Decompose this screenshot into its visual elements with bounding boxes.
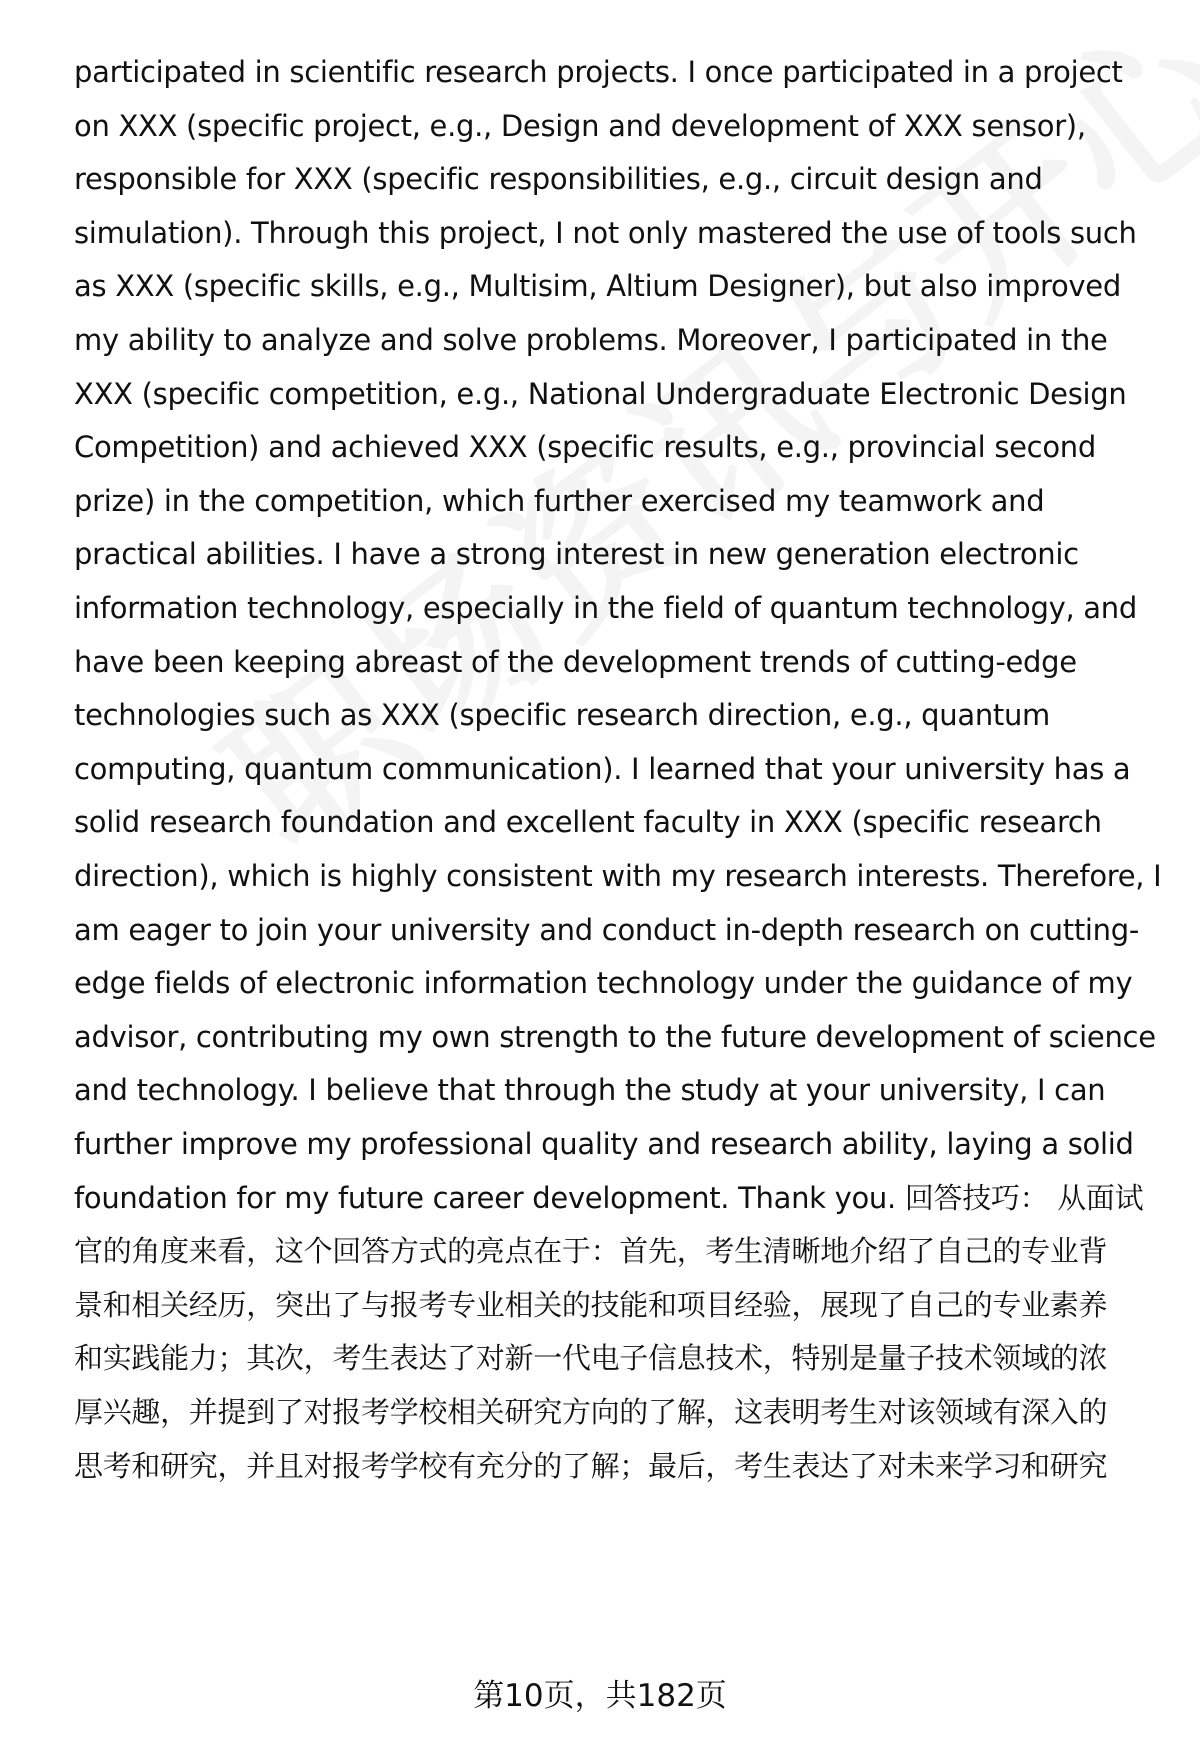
text-line: participated in scientific research projects. I once participated in a project bbox=[74, 55, 1123, 89]
text-line: 厚兴趣，并提到了对报考学校相关研究方向的了解，这表明考生对该领域有深入的 bbox=[74, 1395, 1108, 1429]
text-line: am eager to join your university and conduct in-depth research on cutting- bbox=[74, 912, 1140, 947]
text-line: information technology, especially in the field of quantum technology, and bbox=[74, 591, 1137, 625]
text-line: edge fields of electronic information technology under the guidance of my bbox=[74, 966, 1133, 1001]
text-line: Competition) and achieved XXX (specific results, e.g., provincial second bbox=[74, 430, 1096, 465]
text-line: 思考和研究，并且对报考学校有充分的了解；最后，考生表达了对未来学习和研究 bbox=[74, 1448, 1108, 1483]
text-line: solid research foundation and excellent faculty in XXX (specific research bbox=[74, 805, 1102, 840]
text-line: technologies such as XXX (specific research direction, e.g., quantum bbox=[74, 698, 1051, 733]
text-line: direction), which is highly consistent with my research interests. Therefore, I bbox=[74, 859, 1162, 893]
text-line: prize) in the competition, which further exercised my teamwork and bbox=[74, 483, 1045, 518]
text-line: practical abilities. I have a strong interest in new generation electronic bbox=[74, 537, 1079, 572]
text-line: have been keeping abreast of the development trends of cutting-edge bbox=[74, 644, 1077, 679]
text-line: on XXX (specific project, e.g., Design and development of XXX sensor), bbox=[74, 108, 1086, 143]
text-line: 官的角度来看，这个回答方式的亮点在于：首先，考生清晰地介绍了自己的专业背 bbox=[74, 1234, 1108, 1269]
text-line: as XXX (specific skills, e.g., Multisim, Altium Designer), but also improved bbox=[74, 269, 1121, 304]
text-line: computing, quantum communication). I learned that your university has a bbox=[74, 751, 1131, 786]
text-line: and technology. I believe that through the study at your university, I can bbox=[74, 1073, 1106, 1108]
text-line: advisor, contributing my own strength to the future development of science bbox=[74, 1019, 1156, 1054]
text-line: XXX (specific competition, e.g., National Undergraduate Electronic Design bbox=[74, 376, 1127, 411]
text-line: simulation). Through this project, I not only mastered the use of tools such bbox=[74, 215, 1137, 250]
text-line: foundation for my future career development. Thank you. 回答技巧： 从面试 bbox=[74, 1180, 1144, 1215]
page-number: 第10页，共182页 bbox=[473, 1678, 727, 1714]
text-line: further improve my professional quality and research ability, laying a solid bbox=[74, 1127, 1134, 1161]
text-line: responsible for XXX (specific responsibilities, e.g., circuit design and bbox=[74, 162, 1043, 197]
text-line: my ability to analyze and solve problems. Moreover, I participated in the bbox=[74, 323, 1108, 357]
text-line: 景和相关经历，突出了与报考专业相关的技能和项目经验，展现了自己的专业素养 bbox=[74, 1287, 1108, 1322]
text-line: 和实践能力；其次，考生表达了对新一代电子信息技术，特别是量子技术领域的浓 bbox=[74, 1341, 1108, 1376]
